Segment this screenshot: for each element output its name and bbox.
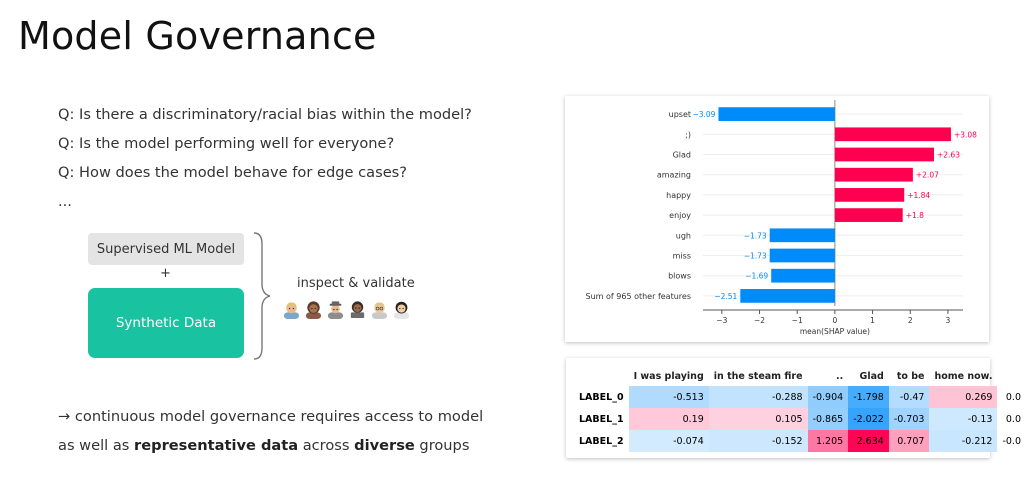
label-shap-table (576, 366, 1024, 452)
bottom-text-suffix: groups (414, 437, 470, 454)
question-performance: Q: Is the model performing well for everyone? (58, 135, 395, 152)
bold-diverse: diverse (354, 437, 415, 454)
value-label-9: −2.51 (714, 291, 738, 301)
column-header-5: to be (896, 370, 925, 382)
value-label-2: +2.63 (936, 150, 960, 160)
table-cell: 0.0 (1005, 413, 1021, 425)
bottom-text-prefix: as well as (58, 437, 135, 454)
bold-representative-data: representative data (134, 437, 299, 454)
bar-4 (835, 188, 904, 202)
category-label-3: amazing (656, 170, 691, 180)
bar-8 (771, 269, 835, 283)
question-list (58, 100, 472, 216)
row-label: LABEL_2 (579, 435, 624, 447)
category-label-1: ;) (685, 130, 691, 140)
table-cell: -0.47 (889, 386, 930, 408)
value-label-7: −1.73 (743, 251, 767, 261)
value-label-1: +3.08 (953, 130, 977, 140)
bar-6 (770, 228, 835, 242)
question-edge-cases: Q: How does the model behave for edge cases? (58, 164, 408, 181)
bottom-statement (58, 402, 483, 460)
table-cell: -0.13 (929, 408, 997, 430)
category-label-2: Glad (672, 150, 691, 160)
person-dark-hair-icon (392, 300, 411, 319)
shap-bar-chart (565, 96, 989, 342)
x-tick-label-5: 2 (907, 316, 913, 325)
person-laptop-icon (348, 300, 367, 319)
x-axis-label: mean(SHAP value) (799, 327, 870, 336)
label-table-card (566, 358, 1021, 458)
x-tick-label-1: −2 (753, 316, 766, 325)
question-ellipsis: ... (58, 193, 72, 210)
curly-brace-icon (252, 232, 276, 360)
table-cell: -0.0 (1002, 435, 1021, 447)
bar-5 (835, 208, 903, 222)
category-label-6: ugh (675, 231, 691, 241)
bar-1 (835, 127, 951, 141)
table-cell: -0.288 (709, 386, 808, 408)
table-cell: -0.152 (709, 430, 808, 452)
column-header-1: I was playing (633, 370, 704, 382)
column-header-2: in the steam fire (713, 370, 803, 382)
table-cell: -1.798 (848, 386, 889, 408)
persona-icons (282, 300, 411, 319)
bar-3 (835, 168, 913, 182)
row-label: LABEL_1 (579, 413, 624, 425)
synthetic-data-box: Synthetic Data (88, 288, 244, 358)
table-cell: 0.105 (709, 408, 808, 430)
x-tick-label-0: −3 (716, 316, 728, 325)
category-label-7: miss (672, 251, 691, 261)
category-label-9: Sum of 965 other features (585, 291, 691, 301)
table-cell: -0.865 (808, 408, 849, 430)
table-row (576, 408, 1024, 430)
detective-icon (326, 300, 345, 319)
table-cell: -0.703 (889, 408, 930, 430)
category-label-0: upset (668, 110, 691, 120)
table-row (576, 430, 1024, 452)
table-cell: 0.19 (629, 408, 709, 430)
row-label: LABEL_0 (579, 391, 624, 403)
table-cell: -2.022 (848, 408, 889, 430)
supervised-model-box: Supervised ML Model (88, 233, 244, 265)
value-label-5: +1.8 (905, 211, 924, 221)
plus-sign: + (160, 266, 171, 281)
bottom-line-1: → continuous model governance requires access to model (58, 408, 484, 425)
bottom-line-2 (58, 431, 483, 460)
value-label-8: −1.69 (745, 271, 769, 281)
table-cell: -0.212 (929, 430, 997, 452)
column-header-7 (997, 366, 1024, 386)
table-body (576, 386, 1024, 452)
value-label-0: −3.09 (692, 110, 716, 120)
table-cell: 2.634 (848, 430, 889, 452)
bar-2 (835, 148, 934, 162)
x-tick-label-2: −1 (791, 316, 803, 325)
value-label-4: +1.84 (907, 190, 931, 200)
column-header-4: Glad (859, 370, 884, 382)
bar-0 (718, 107, 834, 121)
x-tick-label-4: 1 (870, 316, 875, 325)
question-bias: Q: Is there a discriminatory/racial bias within the model? (58, 106, 472, 123)
value-label-3: +2.07 (915, 170, 939, 180)
table-cell: 0.0 (1005, 391, 1021, 403)
table-header-row (576, 366, 1024, 386)
x-tick-label-3: 0 (832, 316, 838, 325)
bottom-text-mid: across (298, 437, 355, 454)
category-label-5: enjoy (669, 211, 691, 221)
person-blonde-icon (282, 300, 301, 319)
person-curly-icon (304, 300, 323, 319)
inspect-validate-label: inspect & validate (297, 276, 415, 291)
table-cell: 0.269 (929, 386, 997, 408)
shap-chart-card (565, 96, 989, 342)
person-glasses-icon (370, 300, 389, 319)
page-title: Model Governance (18, 14, 377, 58)
column-header-3: .. (835, 370, 844, 382)
bar-9 (740, 289, 835, 303)
table-cell: -0.074 (629, 430, 709, 452)
bar-7 (770, 249, 835, 263)
table-cell: 1.205 (808, 430, 849, 452)
category-label-4: happy (666, 190, 691, 200)
table-row (576, 386, 1024, 408)
value-label-6: −1.73 (743, 231, 767, 241)
table-cell: -0.513 (629, 386, 709, 408)
column-header-6: home now. (934, 370, 993, 382)
category-label-8: blows (668, 271, 691, 281)
table-cell: 0.707 (889, 430, 930, 452)
table-cell: -0.904 (808, 386, 849, 408)
x-tick-label-6: 3 (945, 316, 951, 325)
column-header-0 (576, 366, 629, 386)
